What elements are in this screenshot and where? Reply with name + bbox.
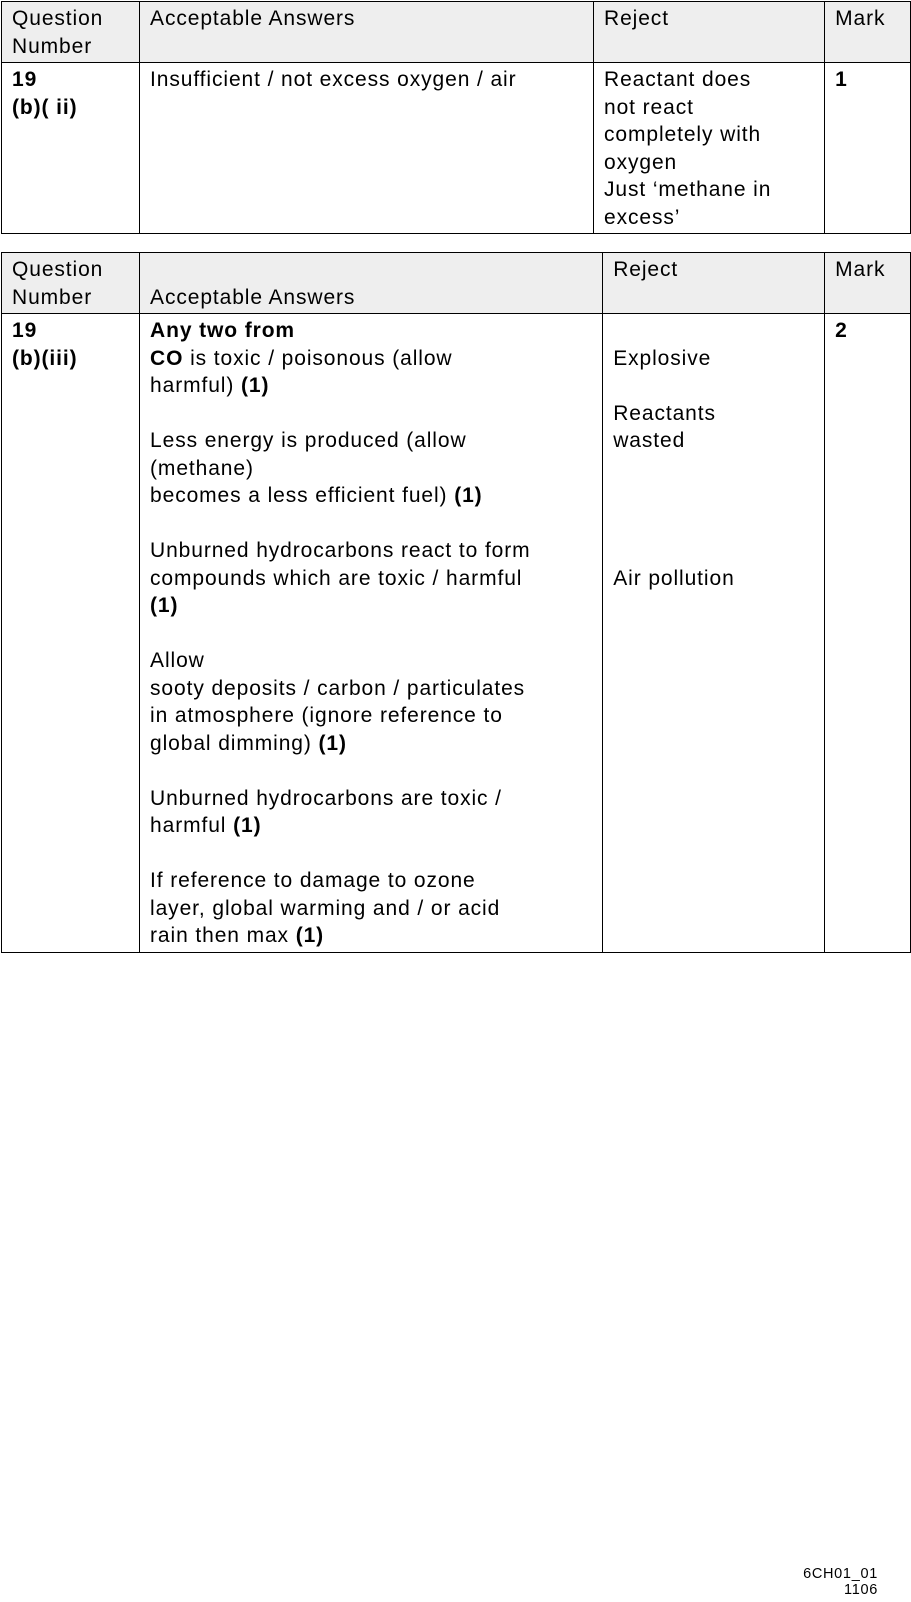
- header-question-number: Question Number: [2, 2, 140, 63]
- answer-unburned-toxic: Unburned hydrocarbons are toxic /: [150, 786, 502, 810]
- header-question-number: Question Number: [2, 253, 140, 314]
- reject-explosive: Explosive: [613, 346, 712, 370]
- mark-scheme-table-19-b-ii: [1, 1, 911, 234]
- any-two-from: Any two from: [150, 319, 295, 342]
- mark-value: 2: [825, 314, 911, 953]
- page-footer: [803, 1566, 878, 1598]
- page-number: 1106: [844, 1582, 878, 1598]
- mark-scheme-table-19-b-iii: [1, 252, 911, 953]
- reject-reactants-wasted: Reactants: [613, 401, 716, 425]
- table-header-row: [2, 253, 911, 314]
- header-reject: Reject: [594, 2, 825, 63]
- header-acceptable-answers: Acceptable Answers: [140, 253, 603, 314]
- header-mark: Mark: [825, 253, 911, 314]
- table-row: [2, 314, 911, 953]
- answer-less-energy: Less energy is produced (allow: [150, 429, 467, 452]
- table-header-row: [2, 2, 911, 63]
- acceptable-answers: Any two from CO is toxic / poisonous (allow harmful) (1) Less energy is produced (allow (methane) becomes a less efficient fuel) (1) Unburned hydrocarbons react to form compounds which are toxic / harmful (1) Allow sooty deposits / carbon / particulates in atmosphere (ignore reference to global dimming) (1) Unburned hydrocarbons are toxic / harmful (1) If reference to damage to ozone layer, global warming and / or acid rain then max (1): [140, 314, 603, 953]
- table-row: [2, 63, 911, 234]
- answer-ozone-max: If reference to damage to ozone: [150, 869, 476, 892]
- acceptable-answer: Insufficient / not excess oxygen / air: [140, 63, 594, 234]
- answer-unburned-react: Unburned hydrocarbons react to form: [150, 539, 531, 562]
- paper-code: 6CH01_01: [803, 1566, 878, 1582]
- reject-answers: Reactant does not react completely with oxygen Just ‘methane in excess’: [594, 63, 825, 234]
- question-number: 19 (b)( ii): [2, 63, 140, 234]
- header-reject: Reject: [603, 253, 825, 314]
- reject-answers: Explosive Reactants wasted Air pollution: [603, 314, 825, 953]
- answer-co-toxic: CO is toxic / poisonous (allow: [150, 346, 453, 370]
- mark-value: 1: [825, 63, 911, 234]
- answer-allow-sooty: Allow: [150, 649, 205, 672]
- reject-air-pollution: Air pollution: [613, 566, 735, 590]
- header-acceptable-answers: Acceptable Answers: [140, 2, 594, 63]
- header-mark: Mark: [825, 2, 911, 63]
- question-number: 19 (b)(iii): [2, 314, 140, 953]
